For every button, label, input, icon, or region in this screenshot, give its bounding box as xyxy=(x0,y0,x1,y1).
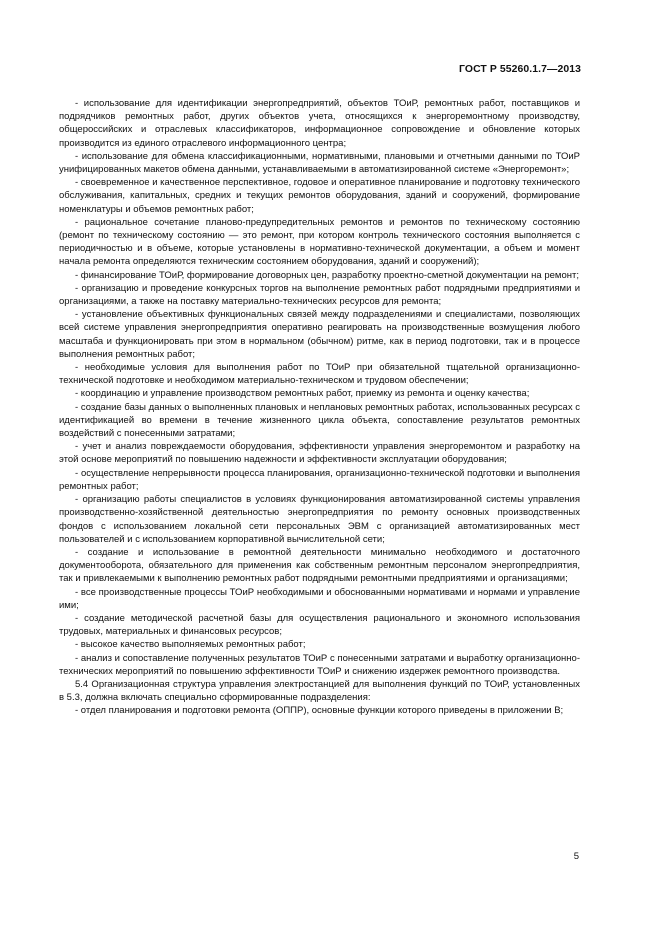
paragraph: - своевременное и качественное перспективное, годовое и оперативное планирование и подготовку технического обслуживания, капитальных, средних и текущих ремонтов оборудования, зданий и сооружений, формирование номенклатуры и объемов ремонтных работ; xyxy=(59,177,581,215)
paragraph: - анализ и сопоставление полученных результатов ТОиР с понесенными затратами и выработку организационно-технических мероприятий по повышению эффективности ТОиР и снижению издержек ремонтного производства. xyxy=(59,652,580,677)
paragraph: - использование для обмена классификационными, нормативными, плановыми и отчетными данными по ТОиР унифицированных макетов обмена данными, устанавливаемыми в автоматизированной системе «Энергоремонт»; xyxy=(59,150,580,176)
paragraph: - финансирование ТОиР, формирование договорных цен, разработку проектно-сметной документации на ремонт; xyxy=(75,269,579,281)
paragraph: - создание базы данных о выполненных плановых и неплановых ремонтных работах, использованных ресурсах с идентификацией во времени в течение жизненного цикла объекта, сопоставление результатов ремонтных воздействий с понесенными затратами; xyxy=(59,401,580,440)
paragraph: - использование для идентификации энергопредприятий, объектов ТОиР, ремонтных работ, поставщиков и подрядчиков ремонтных работ, других объектов учета, относящихся к энергоремонтному производству, общероссийских и отраслевых классификаторов, информационное сопровождение и обновление которых производится из единого отраслевого информационного центра; xyxy=(59,98,580,149)
paragraph: - рациональное сочетание планово-предупредительных ремонтов и ремонтов по техническому состоянию (ремонт по техническому состоянию — это ремонт, при котором контроль технического состояния выполняется с периодичностью и в объеме, которые установлены в нормативно-технической документации, а объем и момент начала ремонта определяются техническим состоянием оборудования, зданий и сооружений); xyxy=(59,216,580,268)
paragraph: - все производственные процессы ТОиР необходимыми и обоснованными нормативами и нормами и управление ими; xyxy=(59,586,580,611)
paragraph: - установление объективных функциональных связей между подразделениями и специалистами, позволяющих всей системе управления энергопредприятия оперативно реагировать на производственные возмущения любого масштаба и функционировать при этом в нормальном (обычном) ритме, как в период подготовки, так и в процессе выполнения ремонтных работ; xyxy=(59,309,580,360)
paragraph: - организацию работы специалистов в условиях функционирования автоматизированной системы управления производственно-хозяйственной деятельностью энергопредприятия по ремонту основных производственных фондов с использованием локальной сети персональных ЭВМ с организацией автоматизированных мест пользователей и с использованием корпоративной вычислительной сети; xyxy=(59,494,580,545)
paragraph: - осуществление непрерывности процесса планирования, организационно-технической подготовки и выполнения ремонтных работ; xyxy=(59,467,580,492)
paragraph: - создание и использование в ремонтной деятельности минимально необходимого и достаточного документооборота, обязательного для применения как собственным ремонтным персоналом энергопредприятия, так и привлекаемыми к выполнению ремонтных работ подрядными ремонтными предприятиями и организациями; xyxy=(59,546,580,585)
document-header: ГОСТ Р 55260.1.7—2013 xyxy=(459,64,581,75)
paragraph: - отдел планирования и подготовки ремонта (ОППР), основные функции которого приведены в приложении В; xyxy=(75,705,564,717)
paragraph: - создание методической расчетной базы для осуществления рационального и экономного использования трудовых, материальных и финансовых ресурсов; xyxy=(59,612,580,638)
section-paragraph: 5.4 Организационная структура управления электростанцией для выполнения функций по ТОиР, установленных в 5.3, должна включать специально сформированные подразделения: xyxy=(59,678,580,704)
paragraph: - необходимые условия для выполнения работ по ТОиР при обязательной тщательной организационно-технической подготовке и необходимом материально-техническом и трудовом обеспечении; xyxy=(59,362,580,387)
page-number: 5 xyxy=(573,851,579,862)
paragraph: - учет и анализ повреждаемости оборудования, эффективности управления энергоремонтом и разработку на этой основе мероприятий по повышению надежности и эффективности эксплуатации оборудования; xyxy=(59,441,580,466)
paragraph: - высокое качество выполняемых ремонтных работ; xyxy=(75,639,306,651)
paragraph: - координацию и управление производством ремонтных работ, приемку из ремонта и оценку качества; xyxy=(75,388,530,400)
paragraph: - организацию и проведение конкурсных торгов на выполнение ремонтных работ подрядными предприятиями и организациями, а также на поставку материально-технических ресурсов для ремонта; xyxy=(59,282,580,308)
body-text xyxy=(59,97,580,718)
